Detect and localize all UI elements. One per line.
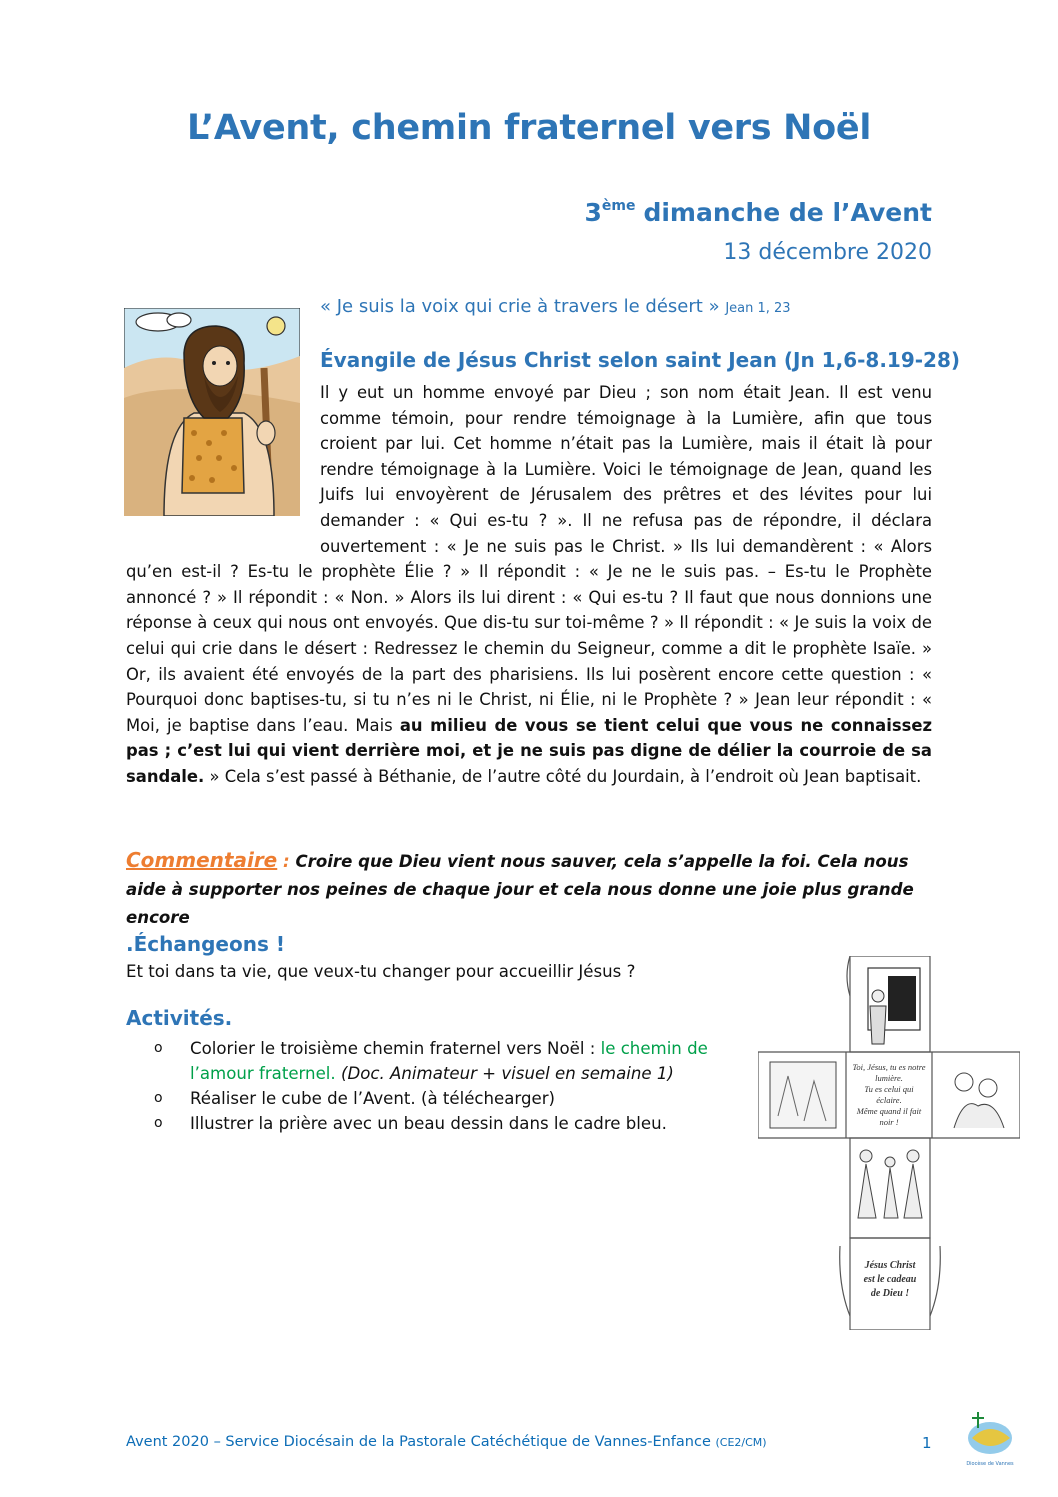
gospel-text xyxy=(126,380,932,790)
comment-text: Croire que Dieu vient nous sauver, cela s’appelle la foi. Cela nous aide à supporter nos peines de chaque jour et cela nous donne une joie plus grande encore xyxy=(126,852,914,927)
bullet: o xyxy=(154,1090,163,1106)
cube-center-line: Tu es celui qui xyxy=(864,1084,914,1094)
cube-bottom-line: est le cadeau xyxy=(863,1274,917,1285)
activity-note: (Doc. Animateur + visuel en semaine 1) xyxy=(340,1064,674,1083)
advent-cube-template xyxy=(758,956,1020,1330)
sunday-ordinal: 3 xyxy=(584,198,602,227)
activity-highlight: le chemin de l’amour fraternel. xyxy=(190,1039,708,1083)
bullet: o xyxy=(154,1115,163,1131)
cube-center-line: lumière. xyxy=(875,1073,903,1083)
comment-separator: : xyxy=(277,852,296,871)
cube-center-line: éclaire. xyxy=(876,1095,902,1105)
sunday-label: dimanche de l’Avent xyxy=(643,198,932,227)
gospel-text-part1: Il y eut un homme envoyé par Dieu ; son nom était Jean. Il est venu comme témoin, pour rendre témoignage à la Lumière, afin que tous croient par lui. Cet homme n’était pas la Lumière, mais il était là pour rendre témoignage à la Lumière. Voici le témoignage de Jean, quand les Juifs lui envoyèrent de Jérusalem des prêtres et des lévites pour lui demander : « Qui es-tu ? ». Il ne refusa pas de répondre, il déclara ouvertement : « Je ne suis pas le Christ. » Ils lui demandèrent : « Alors qu’en est-il ? Es-tu le prophète Élie ? » Il répondit : « Je ne le suis pas. – Es-tu le Prophète annoncé ? » Il répondit : « Non. » Alors ils lui dirent : « Qui es-tu ? Il faut que nous donnions une réponse à ceux qui nous ont envoyés. Que dis-tu sur toi-même ? » Il répondit : « Je suis la voix de celui qui crie dans le désert : Redressez le chemin du Seigneur, comme a dit le prophète Isaïe. » Or, ils avaient été envoyés de la part des pharisiens. Ils lui posèrent encore cette question : « Pourquoi donc baptises-tu, si tu n’es ni le Christ, ni Élie, ni le Prophète ? » Jean leur répondit : « Moi, je baptise dans l’eau. Mais xyxy=(126,383,932,735)
footer-level: (CE2/CM) xyxy=(715,1436,767,1449)
activity-text: Illustrer la prière avec un beau dessin dans le cadre bleu. xyxy=(190,1114,667,1133)
quote-text: « Je suis la voix qui crie à travers le désert » xyxy=(320,296,720,317)
sunday-ordinal-suffix: ème xyxy=(601,198,636,214)
cube-bottom-line: Jésus Christ xyxy=(864,1260,916,1271)
bullet: o xyxy=(154,1040,163,1056)
activity-item xyxy=(154,1086,754,1111)
cube-center-line: Toi, Jésus, tu es notre xyxy=(852,1062,926,1072)
cube-center-line: noir ! xyxy=(879,1117,899,1127)
logo-caption: Diocèse de Vannes xyxy=(966,1461,1014,1467)
activity-text: Colorier le troisième chemin fraternel vers Noël : xyxy=(190,1039,596,1058)
cube-center-line: Même quand il fait xyxy=(856,1106,922,1116)
activity-item xyxy=(154,1111,754,1136)
activities-heading: Activités. xyxy=(126,1006,233,1030)
activity-item xyxy=(154,1036,754,1086)
gospel-heading: Évangile de Jésus Christ selon saint Jean (Jn 1,6-8.19-28) xyxy=(320,348,961,372)
sunday-heading xyxy=(584,198,932,227)
activity-text: Réaliser le cube de l’Avent. (à téléchearger) xyxy=(190,1089,556,1108)
exchange-question: Et toi dans ta vie, que veux-tu changer pour accueillir Jésus ? xyxy=(126,962,636,981)
comment xyxy=(126,846,932,932)
gospel-text-part2: » Cela s’est passé à Béthanie, de l’autre côté du Jourdain, à l’endroit où Jean baptisait. xyxy=(209,766,922,786)
quote xyxy=(320,296,791,317)
page-number: 1 xyxy=(922,1434,932,1452)
cube-bottom-line: de Dieu ! xyxy=(870,1288,910,1299)
quote-reference: Jean 1, 23 xyxy=(725,301,791,316)
footer-text: Avent 2020 – Service Diocésain de la Pastorale Catéchétique de Vannes-Enfance xyxy=(126,1434,711,1450)
date: 13 décembre 2020 xyxy=(723,240,932,265)
exchange-heading: .Échangeons ! xyxy=(126,932,285,956)
gospel-text-bold: au milieu de vous se tient celui que vous ne connaissez pas ; c’est lui qui vient derrière moi, et je ne suis pas digne de délier la courroie de sa sandale. xyxy=(126,715,932,786)
comment-label: Commentaire xyxy=(126,848,278,872)
diocese-logo xyxy=(962,1408,1018,1468)
page-title: L’Avent, chemin fraternel vers Noël xyxy=(186,108,872,148)
footer xyxy=(126,1434,767,1450)
activities-list xyxy=(154,1036,754,1136)
